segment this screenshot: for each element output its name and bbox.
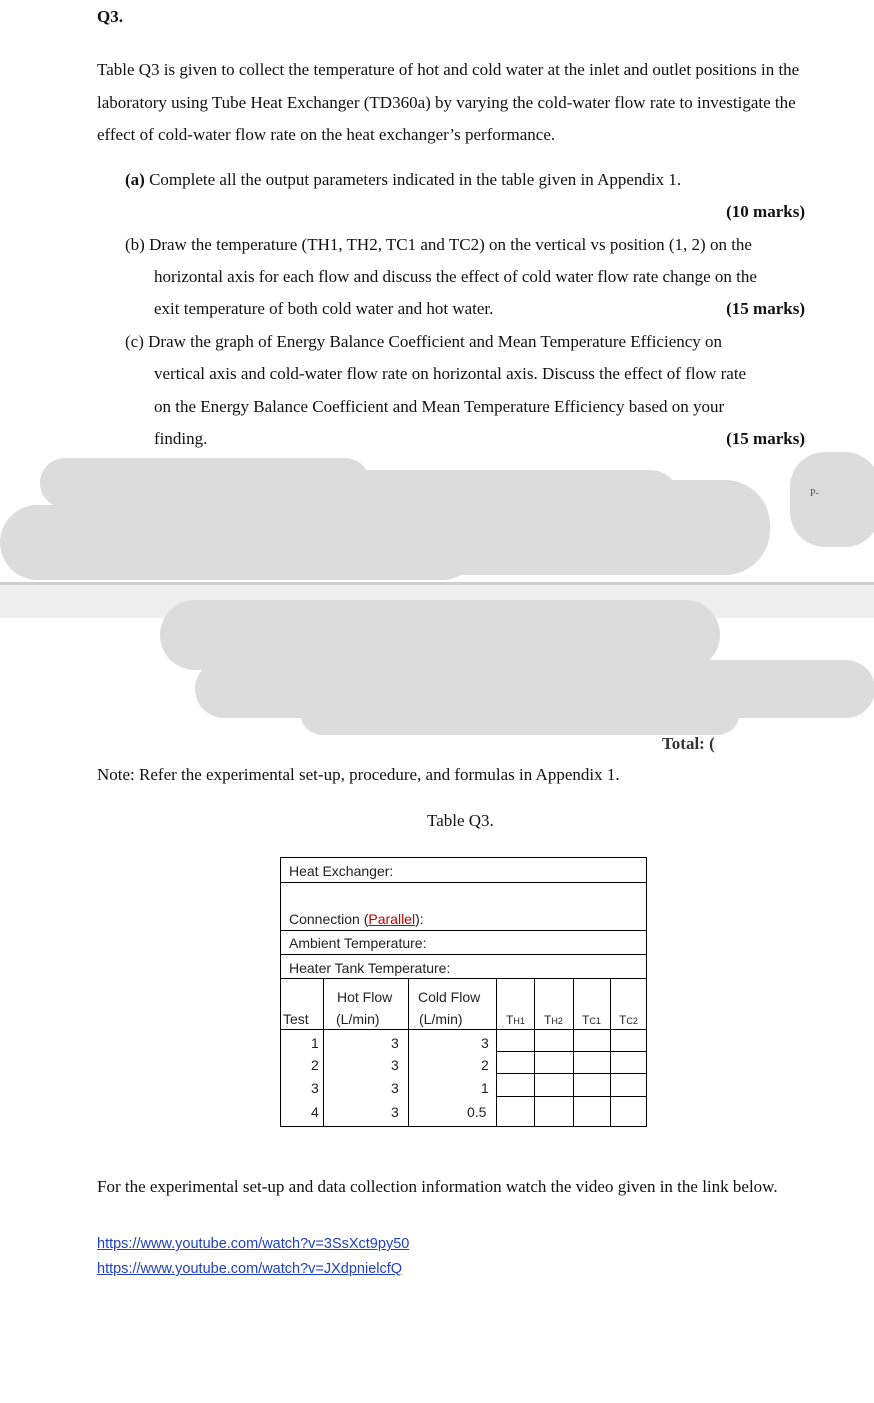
part-a bbox=[125, 170, 681, 190]
row4-hot-flow: 3 bbox=[391, 1104, 399, 1120]
part-c-line1: (c) Draw the graph of Energy Balance Coefficient and Mean Temperature Efficiency on bbox=[125, 332, 723, 351]
video-instructions: For the experimental set-up and data collection information watch the video given in the link below. bbox=[97, 1177, 778, 1196]
obscured-total: Total: ( bbox=[662, 734, 715, 753]
header-tc2: TC2 bbox=[619, 1013, 638, 1027]
part-c-label: (c) bbox=[125, 332, 144, 351]
question-title: Q3. bbox=[97, 7, 123, 26]
header-th1: TH1 bbox=[506, 1013, 525, 1027]
row1-hot-flow: 3 bbox=[391, 1035, 399, 1051]
part-c-line2: vertical axis and cold-water flow rate on horizontal axis. Discuss the effect of flow rate bbox=[154, 364, 747, 383]
connection-label: Connection (Parallel): bbox=[289, 911, 424, 927]
row3-test: 3 bbox=[311, 1080, 319, 1096]
question-intro: Table Q3 is given to collect the temperature of hot and cold water at the inlet and outlet positions in the laboratory using Tube Heat Exchanger (TD360a) by varying the cold-water flow rate to investigate the effect of cold-water flow rate on the heat exchanger’s performance. bbox=[97, 60, 800, 144]
part-b-line1: (b) Draw the temperature (TH1, TH2, TC1 and TC2) on the vertical vs position (1, 2) on the bbox=[125, 235, 752, 254]
row3-hot-flow: 3 bbox=[391, 1080, 399, 1096]
part-a-marks: (10 marks) bbox=[726, 202, 805, 221]
table-caption: Table Q3. bbox=[427, 811, 494, 830]
part-c-marks: (15 marks) bbox=[726, 429, 805, 448]
obscured-fragment: P- bbox=[810, 488, 819, 499]
part-c-line4: finding. bbox=[154, 429, 208, 448]
part-b-line3: exit temperature of both cold water and hot water. bbox=[154, 299, 494, 318]
header-cold-flow: Cold Flow bbox=[418, 989, 481, 1005]
row2-cold-flow: 2 bbox=[481, 1057, 489, 1073]
row2-test: 2 bbox=[311, 1057, 319, 1073]
appendix-note: Note: Refer the experimental set-up, procedure, and formulas in Appendix 1. bbox=[97, 765, 620, 784]
connection-value: Parallel bbox=[368, 911, 416, 927]
header-hot-flow-unit: (L/min) bbox=[336, 1011, 380, 1027]
header-th2: TH2 bbox=[544, 1013, 563, 1027]
part-b-line2: horizontal axis for each flow and discuss the effect of cold water flow rate change on the bbox=[154, 267, 757, 286]
header-tc1: TC1 bbox=[582, 1013, 601, 1027]
part-b-label: (b) bbox=[125, 235, 145, 254]
row4-cold-flow: 0.5 bbox=[467, 1104, 487, 1120]
header-cold-flow-unit: (L/min) bbox=[419, 1011, 463, 1027]
row3-cold-flow: 1 bbox=[481, 1080, 489, 1096]
ambient-temperature-label: Ambient Temperature: bbox=[289, 935, 427, 951]
heater-tank-temperature-label: Heater Tank Temperature: bbox=[289, 960, 451, 976]
part-a-text: Complete all the output parameters indicated in the table given in Appendix 1. bbox=[149, 170, 682, 189]
video-link-1[interactable]: https://www.youtube.com/watch?v=3SsXct9py50 bbox=[97, 1236, 410, 1252]
table-q3 bbox=[280, 857, 647, 1127]
row1-cold-flow: 3 bbox=[481, 1035, 489, 1051]
row4-test: 4 bbox=[311, 1104, 319, 1120]
part-c-line3: on the Energy Balance Coefficient and Mean Temperature Efficiency based on your bbox=[154, 397, 725, 416]
header-test: Test bbox=[283, 1011, 309, 1027]
part-b-marks: (15 marks) bbox=[726, 299, 805, 318]
row1-test: 1 bbox=[311, 1035, 319, 1051]
header-hot-flow: Hot Flow bbox=[337, 989, 393, 1005]
video-link-2[interactable]: https://www.youtube.com/watch?v=JXdpnielcfQ bbox=[97, 1261, 403, 1277]
part-a-label: (a) bbox=[125, 170, 145, 189]
row2-hot-flow: 3 bbox=[391, 1057, 399, 1073]
heat-exchanger-label: Heat Exchanger: bbox=[289, 863, 394, 879]
